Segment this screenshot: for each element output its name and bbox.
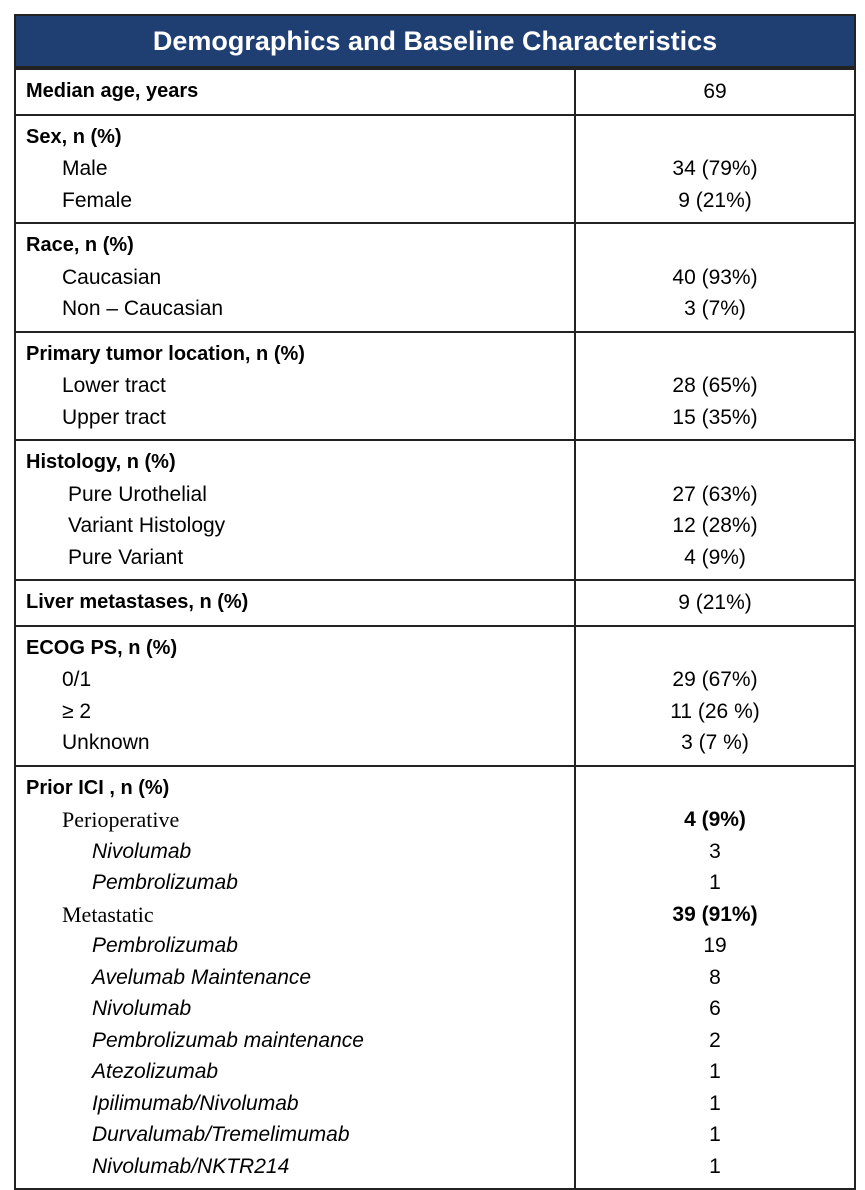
subgroup-label: Metastatic — [62, 901, 154, 927]
row-value: 1 — [709, 1123, 721, 1146]
row-value: 11 (26 %) — [670, 699, 760, 723]
row-label: Nivolumab — [92, 839, 192, 863]
row-value: 15 (35%) — [672, 405, 758, 429]
section-sex — [16, 114, 854, 223]
row-label: Variant Histology — [68, 514, 226, 537]
section-header: ECOG PS, n (%) — [26, 636, 178, 659]
row-label: Durvalumab/Tremelimumab — [92, 1123, 350, 1146]
row-value: 12 (28%) — [672, 514, 758, 537]
section-liver-metastases — [16, 579, 854, 625]
row-value: 9 (21%) — [678, 591, 752, 614]
row-label: Avelumab Maintenance — [92, 965, 312, 989]
subgroup-value: 39 (91%) — [672, 902, 758, 926]
row-label: Median age, years — [26, 80, 199, 102]
row-label: Pembrolizumab — [92, 934, 238, 957]
row-value: 27 (63%) — [672, 482, 758, 506]
row-value: 4 (9%) — [684, 545, 746, 569]
row-value: 40 (93%) — [672, 265, 758, 289]
row-label: Atezolizumab — [92, 1060, 219, 1083]
row-label: Liver metastases, n (%) — [26, 591, 249, 613]
section-race — [16, 222, 854, 331]
row-label: Non – Caucasian — [62, 297, 224, 320]
row-label: Pembrolizumab maintenance — [92, 1028, 364, 1052]
row-value: 1 — [709, 1091, 721, 1115]
row-value: 69 — [703, 80, 727, 103]
row-value: 34 (79%) — [672, 157, 758, 180]
row-label: Lower tract — [62, 374, 166, 397]
row-label: Upper tract — [62, 405, 166, 429]
row-label: Nivolumab/NKTR214 — [92, 1154, 290, 1178]
row-value: 1 — [709, 1154, 721, 1178]
row-label: Pembrolizumab — [92, 871, 238, 894]
subgroup-label: Perioperative — [62, 807, 180, 832]
section-ecog — [16, 625, 854, 765]
section-histology — [16, 439, 854, 579]
section-median-age — [16, 68, 854, 114]
row-value: 3 — [709, 839, 721, 863]
row-label: Female — [62, 188, 133, 212]
row-value: 9 (21%) — [678, 188, 752, 212]
row-value: 19 — [703, 934, 727, 957]
row-value: 1 — [709, 871, 721, 894]
row-value: 3 (7%) — [684, 297, 746, 320]
row-label: Unknown — [62, 731, 150, 754]
row-value: 6 — [709, 997, 721, 1020]
table-title: Demographics and Baseline Characteristics — [16, 16, 854, 68]
row-label: Pure Variant — [68, 545, 184, 569]
row-label: 0/1 — [62, 668, 92, 691]
subgroup-value: 4 (9%) — [684, 808, 746, 831]
section-tumor-location — [16, 331, 854, 440]
row-label: Caucasian — [62, 265, 162, 289]
row-label: Nivolumab — [92, 997, 192, 1020]
section-header: Primary tumor location, n (%) — [26, 342, 305, 365]
section-header: Prior ICI , n (%) — [26, 776, 170, 799]
row-label: Pure Urothelial — [68, 482, 207, 506]
row-value: 2 — [709, 1028, 721, 1052]
row-label: ≥ 2 — [62, 699, 92, 723]
section-header: Sex, n (%) — [26, 125, 122, 148]
row-value: 8 — [709, 965, 721, 989]
row-label: Ipilimumab/Nivolumab — [92, 1091, 299, 1115]
row-label: Male — [62, 157, 108, 180]
section-header: Histology, n (%) — [26, 451, 176, 473]
row-value: 3 (7 %) — [681, 731, 749, 754]
row-value: 29 (67%) — [672, 668, 758, 691]
section-header: Race, n (%) — [26, 234, 134, 256]
row-value: 28 (65%) — [672, 374, 758, 397]
section-prior-ici — [16, 765, 854, 1189]
baseline-table — [14, 14, 856, 1190]
row-value: 1 — [709, 1060, 721, 1083]
